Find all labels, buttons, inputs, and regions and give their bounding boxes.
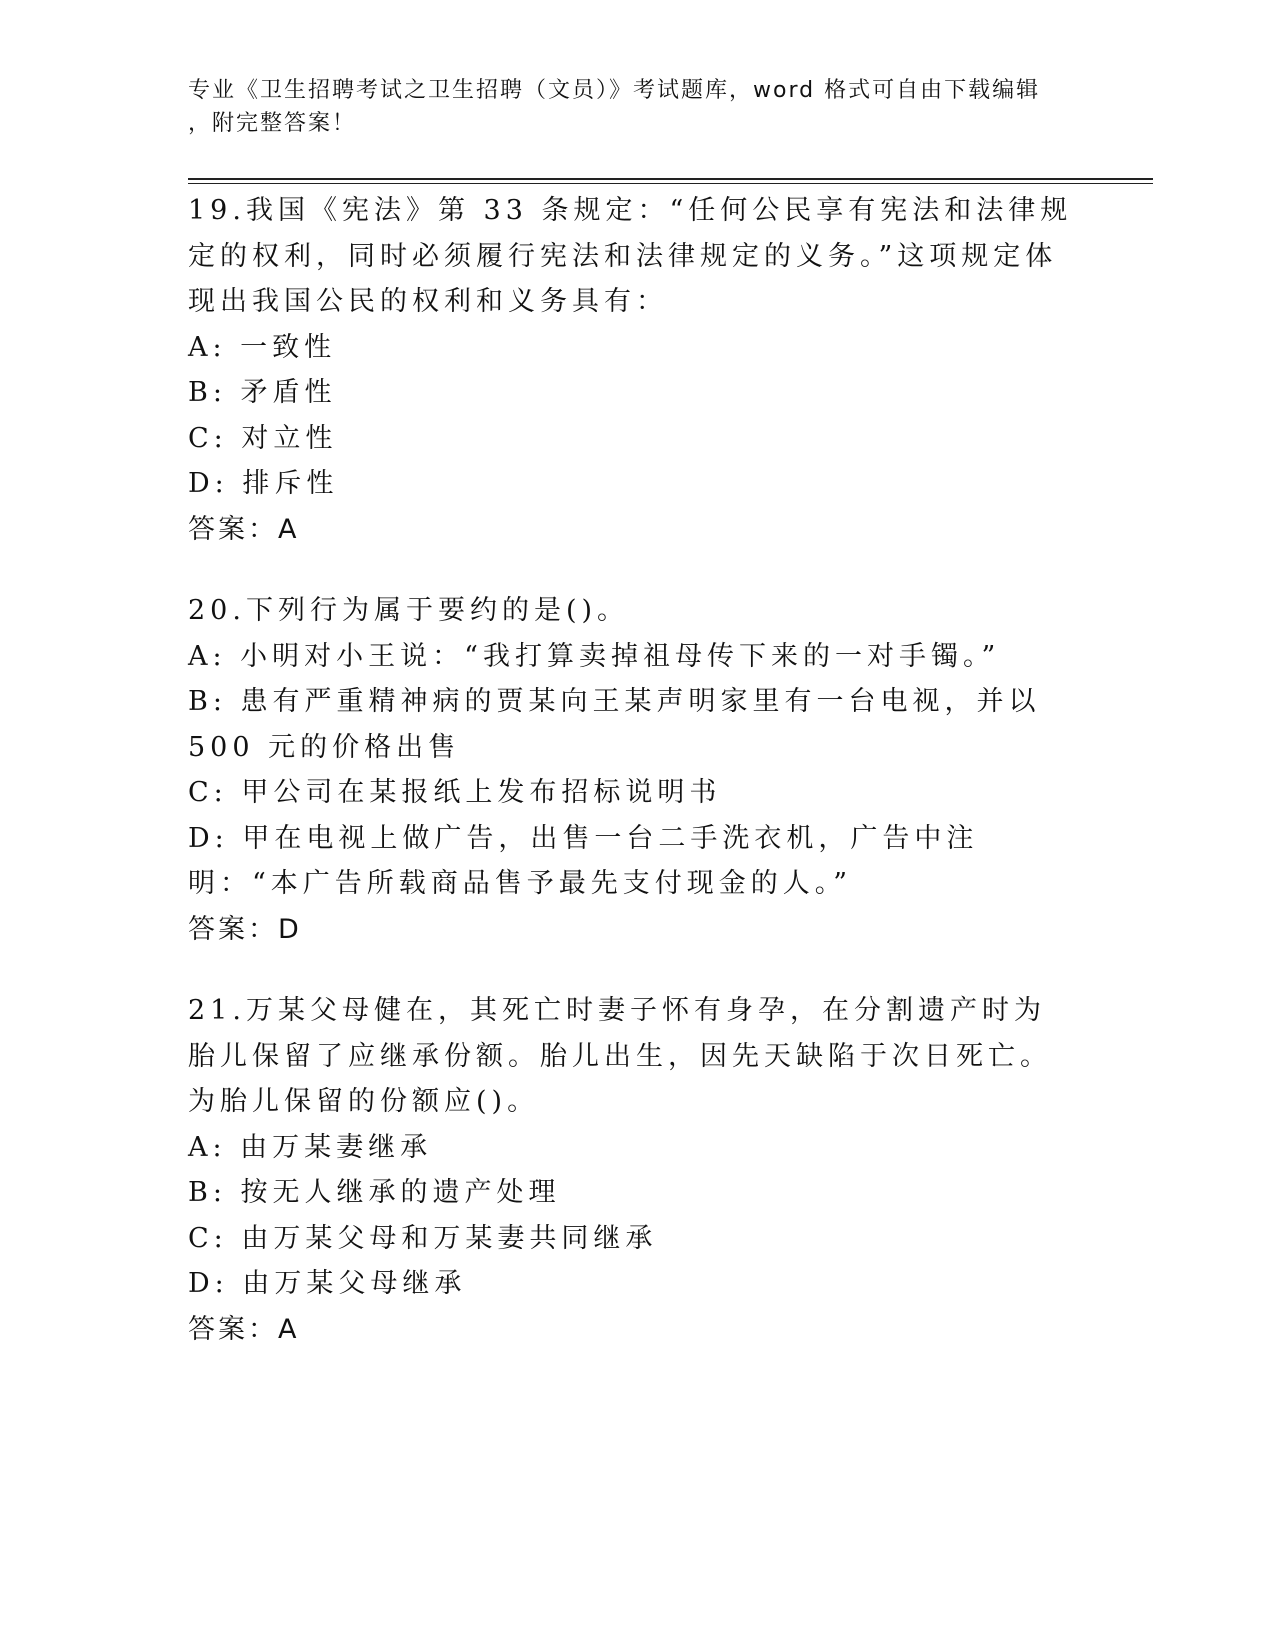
- document-header: [188, 74, 1068, 140]
- option-a: A: 小明对小王说：“我打算卖掉祖母传下来的一对手镯。”: [188, 640, 1001, 672]
- question-stem: 19.我国《宪法》第 33 条规定：“任何公民享有宪法和法律规定的权利，同时必须履行宪法和法律规定的义务。”这项规定体现出我国公民的权利和义务具有：: [188, 195, 1073, 317]
- option-c: C: 由万某父母和万某妻共同继承: [188, 1222, 658, 1254]
- question-list: [188, 188, 1073, 1388]
- option-d: D: 甲在电视上做广告，出售一台二手洗衣机，广告中注明：“本广告所载商品售予最先支付现金的人。”: [188, 822, 979, 899]
- header-line-1: 专业《卫生招聘考试之卫生招聘（文员）》考试题库，word 格式可自由下载编辑: [188, 78, 1041, 103]
- answer-label: 答案：D: [188, 913, 302, 945]
- option-c: C: 对立性: [188, 422, 338, 454]
- question-20: [188, 588, 1073, 952]
- option-d: D: 排斥性: [188, 468, 339, 499]
- answer-label: 答案：A: [188, 1313, 300, 1345]
- answer-label: 答案：A: [188, 513, 300, 545]
- question-19: [188, 188, 1073, 552]
- question-stem: 21.万某父母健在，其死亡时妻子怀有身孕，在分割遗产时为胎儿保留了应继承份额。胎儿出生，因先天缺陷于次日死亡。为胎儿保留的份额应()。: [188, 995, 1052, 1117]
- header-divider-thick: [188, 178, 1153, 180]
- question-21: [188, 988, 1073, 1352]
- option-a: A: 一致性: [188, 331, 337, 363]
- option-d: D: 由万某父母继承: [188, 1268, 467, 1299]
- header-line-2: ，附完整答案！: [188, 111, 357, 136]
- option-c: C: 甲公司在某报纸上发布招标说明书: [188, 777, 722, 808]
- question-stem: 20.下列行为属于要约的是()。: [188, 595, 630, 626]
- option-a: A: 由万某妻继承: [188, 1131, 433, 1163]
- option-b: B: 患有严重精神病的贾某向王某声明家里有一台电视，并以 500 元的价格出售: [188, 686, 1041, 763]
- option-b: B: 按无人继承的遗产处理: [188, 1177, 561, 1208]
- option-b: B: 矛盾性: [188, 377, 337, 408]
- header-divider-thin: [188, 183, 1153, 184]
